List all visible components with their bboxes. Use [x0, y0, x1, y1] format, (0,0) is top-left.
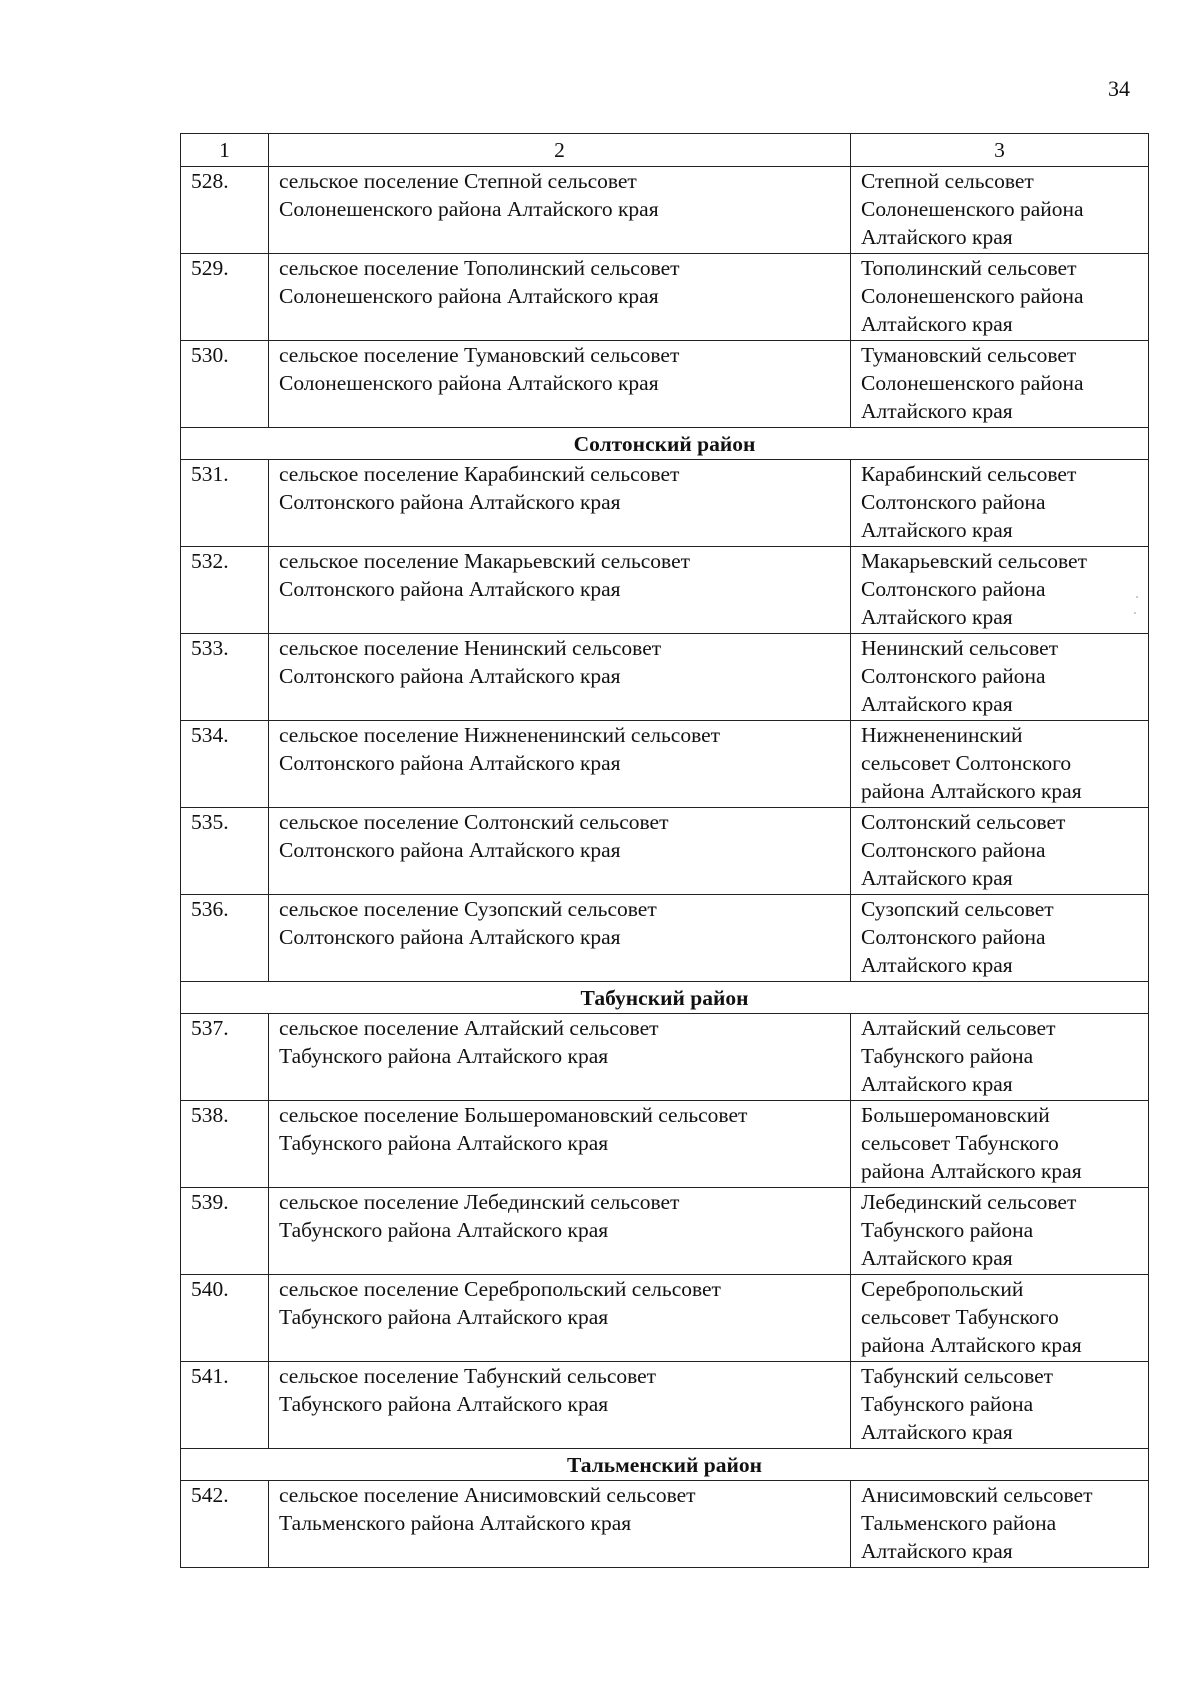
- settlement-full-name: сельское поселение Солтонский сельсовет Солтонского района Алтайского края: [269, 808, 851, 895]
- table-body: [181, 134, 1149, 1568]
- settlement-short-name: Солтонский сельсовет Солтонского района Алтайского края: [851, 808, 1149, 895]
- district-heading: Тальменский район: [181, 1449, 1149, 1481]
- row-number: 528.: [181, 167, 269, 254]
- settlement-short-name: Тумановский сельсовет Солонешенского района Алтайского края: [851, 341, 1149, 428]
- settlement-full-name: сельское поселение Макарьевский сельсовет Солтонского района Алтайского края: [269, 547, 851, 634]
- row-number: 537.: [181, 1014, 269, 1101]
- settlement-full-name: сельское поселение Нижнененинский сельсовет Солтонского района Алтайского края: [269, 721, 851, 808]
- row-number: 534.: [181, 721, 269, 808]
- municipalities-table: [180, 133, 1149, 1568]
- table-row: [181, 1275, 1149, 1362]
- district-heading: Солтонский район: [181, 428, 1149, 460]
- table-row: [181, 460, 1149, 547]
- settlement-short-name: Серебропольский сельсовет Табунского района Алтайского края: [851, 1275, 1149, 1362]
- row-number: 540.: [181, 1275, 269, 1362]
- settlement-full-name: сельское поселение Анисимовский сельсовет Тальменского района Алтайского края: [269, 1481, 851, 1568]
- page-number: 34: [1108, 76, 1130, 101]
- row-number: 531.: [181, 460, 269, 547]
- column-number-2: 2: [269, 134, 851, 167]
- table-row: [181, 341, 1149, 428]
- row-number: 529.: [181, 254, 269, 341]
- settlement-full-name: сельское поселение Тумановский сельсовет Солонешенского района Алтайского края: [269, 341, 851, 428]
- settlement-short-name: Большеромановский сельсовет Табунского района Алтайского края: [851, 1101, 1149, 1188]
- scan-speck: [1136, 596, 1138, 598]
- table-row: [181, 1188, 1149, 1275]
- settlement-short-name: Сузопский сельсовет Солтонского района Алтайского края: [851, 895, 1149, 982]
- row-number: 536.: [181, 895, 269, 982]
- settlement-full-name: сельское поселение Алтайский сельсовет Табунского района Алтайского края: [269, 1014, 851, 1101]
- table-row: [181, 895, 1149, 982]
- settlement-short-name: Степной сельсовет Солонешенского района Алтайского края: [851, 167, 1149, 254]
- table-row: [181, 634, 1149, 721]
- settlement-short-name: Карабинский сельсовет Солтонского района Алтайского края: [851, 460, 1149, 547]
- row-number: 535.: [181, 808, 269, 895]
- table-row: [181, 1362, 1149, 1449]
- district-section-row: [181, 982, 1149, 1014]
- settlement-full-name: сельское поселение Табунский сельсовет Табунского района Алтайского края: [269, 1362, 851, 1449]
- column-number-1: 1: [181, 134, 269, 167]
- table-row: [181, 1101, 1149, 1188]
- row-number: 541.: [181, 1362, 269, 1449]
- settlement-full-name: сельское поселение Тополинский сельсовет Солонешенского района Алтайского края: [269, 254, 851, 341]
- settlement-full-name: сельское поселение Большеромановский сельсовет Табунского района Алтайского края: [269, 1101, 851, 1188]
- row-number: 533.: [181, 634, 269, 721]
- column-number-3: 3: [851, 134, 1149, 167]
- settlement-short-name: Табунский сельсовет Табунского района Алтайского края: [851, 1362, 1149, 1449]
- table-row: [181, 1481, 1149, 1568]
- settlement-full-name: сельское поселение Сузопский сельсовет Солтонского района Алтайского края: [269, 895, 851, 982]
- settlement-short-name: Ненинский сельсовет Солтонского района Алтайского края: [851, 634, 1149, 721]
- scan-speck: [1134, 612, 1136, 614]
- table-row: [181, 167, 1149, 254]
- settlement-short-name: Тополинский сельсовет Солонешенского района Алтайского края: [851, 254, 1149, 341]
- settlement-short-name: Алтайский сельсовет Табунского района Алтайского края: [851, 1014, 1149, 1101]
- row-number: 530.: [181, 341, 269, 428]
- settlement-short-name: Анисимовский сельсовет Тальменского района Алтайского края: [851, 1481, 1149, 1568]
- settlement-full-name: сельское поселение Серебропольский сельсовет Табунского района Алтайского края: [269, 1275, 851, 1362]
- table-row: [181, 808, 1149, 895]
- settlement-full-name: сельское поселение Ненинский сельсовет Солтонского района Алтайского края: [269, 634, 851, 721]
- district-section-row: [181, 1449, 1149, 1481]
- column-number-row: [181, 134, 1149, 167]
- table-row: [181, 1014, 1149, 1101]
- settlement-full-name: сельское поселение Карабинский сельсовет Солтонского района Алтайского края: [269, 460, 851, 547]
- row-number: 532.: [181, 547, 269, 634]
- district-section-row: [181, 428, 1149, 460]
- row-number: 538.: [181, 1101, 269, 1188]
- table-row: [181, 547, 1149, 634]
- settlement-short-name: Нижнененинский сельсовет Солтонского района Алтайского края: [851, 721, 1149, 808]
- table-row: [181, 254, 1149, 341]
- table-row: [181, 721, 1149, 808]
- district-heading: Табунский район: [181, 982, 1149, 1014]
- row-number: 542.: [181, 1481, 269, 1568]
- row-number: 539.: [181, 1188, 269, 1275]
- settlement-short-name: Лебединский сельсовет Табунского района Алтайского края: [851, 1188, 1149, 1275]
- settlement-short-name: Макарьевский сельсовет Солтонского района Алтайского края: [851, 547, 1149, 634]
- settlement-full-name: сельское поселение Степной сельсовет Солонешенского района Алтайского края: [269, 167, 851, 254]
- settlement-full-name: сельское поселение Лебединский сельсовет Табунского района Алтайского края: [269, 1188, 851, 1275]
